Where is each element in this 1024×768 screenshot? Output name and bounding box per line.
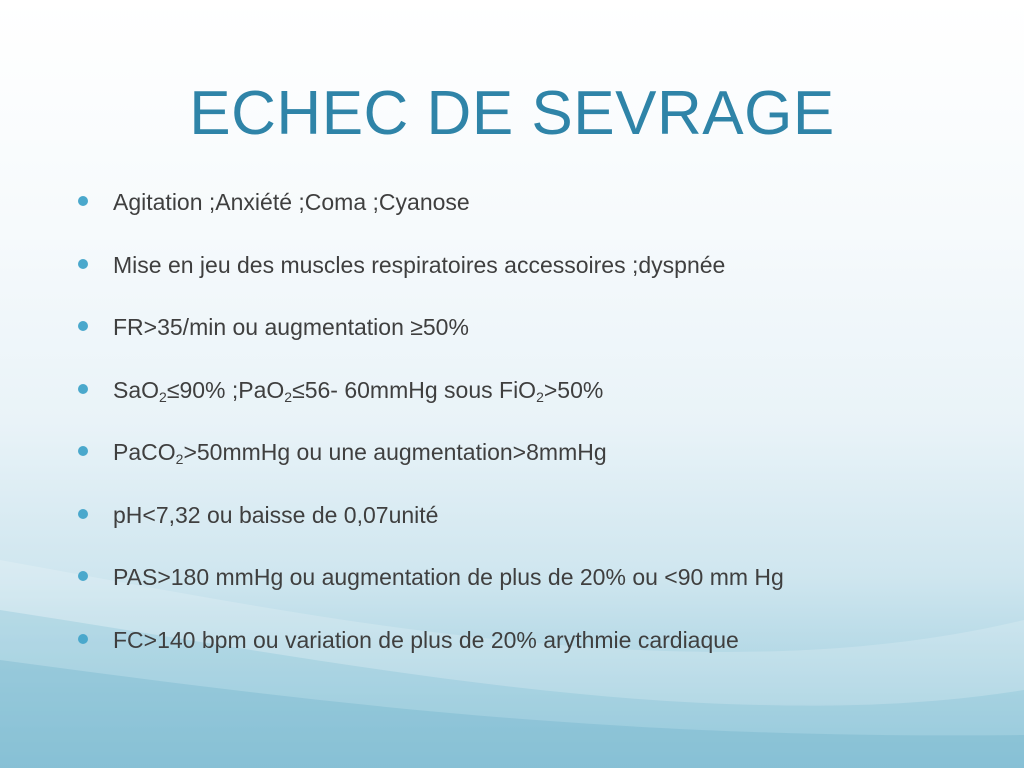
bullet-item: [76, 558, 976, 621]
bullet-text: [113, 564, 784, 590]
bullet-text: [113, 314, 469, 340]
bullet-item: [76, 183, 976, 246]
text-segment: FR>35/min ou augmentation ≥50%: [113, 314, 469, 340]
bullet-item: [76, 496, 976, 559]
text-segment: SaO: [113, 376, 160, 403]
text-segment: ≤56- 60mmHg sous FiO: [292, 376, 537, 403]
bullet-item: [76, 621, 976, 684]
bullet-dot-icon: [78, 634, 88, 644]
text-segment: pH<7,32 ou baisse de 0,07unité: [113, 501, 439, 528]
bullet-item: [76, 246, 976, 309]
text-segment: >50%: [543, 376, 604, 403]
subscript-text: 2: [536, 388, 544, 405]
bullet-list: [76, 183, 976, 683]
subscript-text: 2: [284, 388, 293, 405]
text-segment: PaCO: [113, 439, 176, 465]
bullet-dot-icon: [78, 259, 88, 269]
bullet-item: [76, 433, 976, 496]
text-segment: FC>140 bpm ou variation de plus de 20% arythmie cardiaque: [113, 626, 739, 653]
bullet-dot-icon: [78, 509, 88, 519]
subscript-text: 2: [159, 388, 167, 405]
bullet-dot-icon: [78, 446, 88, 456]
bullet-dot-icon: [78, 384, 88, 394]
bullet-dot-icon: [78, 321, 88, 331]
bullet-dot-icon: [78, 196, 88, 206]
bullet-text: [113, 377, 603, 403]
text-segment: Mise en jeu des muscles respiratoires accessoires ;dyspnée: [113, 251, 726, 278]
text-segment: >50mmHg ou une augmentation>8mmHg: [183, 439, 607, 465]
bullet-text: [113, 189, 470, 215]
text-segment: ≤90% ;PaO: [166, 376, 285, 403]
bullet-dot-icon: [78, 571, 88, 581]
bullet-text: [113, 502, 438, 528]
bullet-text: [113, 627, 739, 653]
bullet-item: [76, 371, 976, 434]
text-segment: Agitation ;Anxiété ;Coma ;Cyanose: [113, 189, 470, 215]
bullet-item: [76, 308, 976, 371]
bullet-text: [113, 252, 725, 278]
bullet-text: [113, 439, 607, 465]
subscript-text: 2: [175, 451, 184, 467]
slide-title: ECHEC DE SEVRAGE: [189, 79, 835, 148]
text-segment: PAS>180 mmHg ou augmentation de plus de 20% ou <90 mm Hg: [113, 564, 784, 590]
